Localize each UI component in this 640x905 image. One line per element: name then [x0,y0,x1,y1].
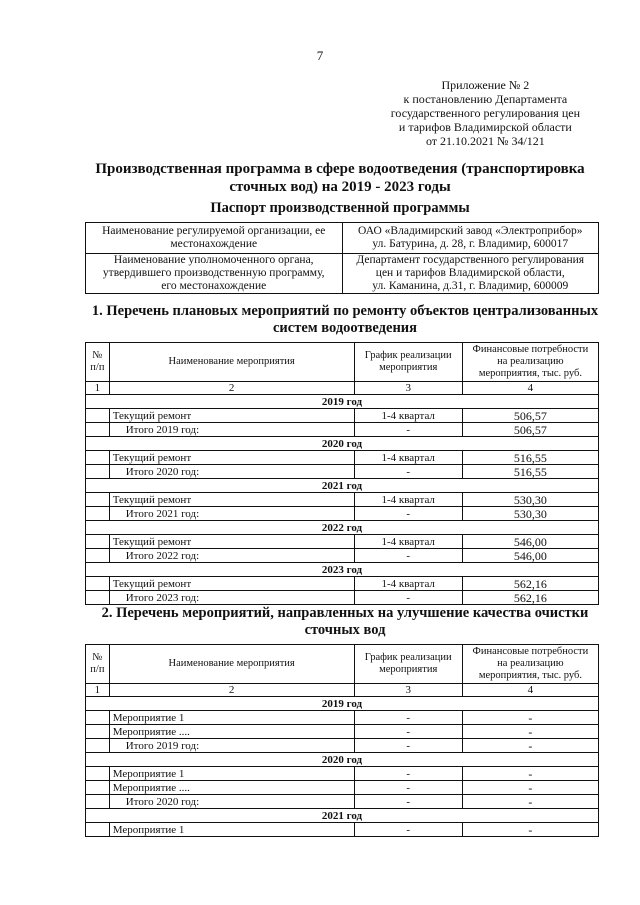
measure-name: Итого 2022 год: [109,549,354,563]
year-row [86,395,599,409]
measure-row [86,451,599,465]
measure-name: Итого 2021 год: [109,507,354,521]
row-index [86,795,110,809]
measure-schedule: 1-4 квартал [354,451,462,465]
measure-row [86,823,599,837]
row-index [86,507,110,521]
year-row [86,479,599,493]
cell-line: График реализации [364,350,452,361]
total-row [86,465,599,479]
header-schedule [354,343,462,382]
row-index [86,739,110,753]
column-number: 4 [462,382,598,395]
row-index [86,725,110,739]
measure-name: Мероприятие 1 [109,823,354,837]
measure-name: Текущий ремонт [109,577,354,591]
measure-row [86,409,599,423]
year-row [86,697,599,711]
appendix-line: к постановлению Департамента [403,92,568,106]
measure-name: Итого 2020 год: [109,465,354,479]
cell-line: № [92,652,103,663]
column-number: 3 [354,382,462,395]
column-number: 4 [462,684,598,697]
passport-row [86,223,599,254]
row-index [86,451,110,465]
title-line: сточных вод [304,622,386,638]
year-label: 2023 год [86,563,599,577]
cell-line: мероприятия, тыс. руб. [478,670,582,681]
title-line: 2. Перечень мероприятий, направленных на улучшение качества очистки [101,605,589,621]
year-row [86,437,599,451]
cell-line: местонахождение [170,238,258,250]
measure-name: Мероприятие 1 [109,767,354,781]
measure-finance: 562,16 [462,577,598,591]
cell-line: Департамент государственного регулирования [356,254,585,266]
measure-finance: - [462,781,598,795]
total-row [86,739,599,753]
row-index [86,535,110,549]
passport-value-cell [342,223,599,254]
measure-name: Итого 2019 год: [109,423,354,437]
measure-schedule: - [354,795,462,809]
measure-name: Мероприятие .... [109,725,354,739]
column-number: 1 [86,382,110,395]
header-row [86,343,599,382]
cell-line: График реализации [364,652,452,663]
header-finance [462,645,598,684]
measure-schedule: - [354,507,462,521]
cell-line: мероприятия, тыс. руб. [478,368,582,379]
passport-label-cell [86,254,343,294]
measure-finance: 516,55 [462,465,598,479]
year-label: 2019 год [86,697,599,711]
cell-line: на реализацию [497,356,564,367]
measure-schedule: - [354,465,462,479]
row-index [86,549,110,563]
measure-schedule: - [354,781,462,795]
measure-finance: - [462,795,598,809]
row-index [86,781,110,795]
measure-row [86,535,599,549]
column-number: 3 [354,684,462,697]
cell-line: утвердившего производственную программу, [102,267,325,279]
header-schedule [354,645,462,684]
measure-name: Итого 2019 год: [109,739,354,753]
measure-finance: 506,57 [462,423,598,437]
document-title [80,160,600,196]
cell-line: Наименование мероприятия [168,356,295,367]
measure-schedule: - [354,739,462,753]
total-row [86,423,599,437]
title-line: 1. Перечень плановых мероприятий по ремонту объектов централизованных [91,303,599,319]
measure-name: Текущий ремонт [109,535,354,549]
year-label: 2021 год [86,809,599,823]
measure-schedule: 1-4 квартал [354,535,462,549]
cell-line: на реализацию [497,658,564,669]
cell-line: мероприятия [379,664,438,675]
measure-schedule: - [354,423,462,437]
column-number-row [86,382,599,395]
row-index [86,823,110,837]
row-index [86,711,110,725]
measure-row [86,725,599,739]
cell-line: Наименование мероприятия [168,658,295,669]
header-num [86,645,110,684]
passport-label-cell [86,223,343,254]
cell-line: мероприятия [379,362,438,373]
measure-finance: - [462,739,598,753]
measure-row [86,577,599,591]
measure-row [86,711,599,725]
appendix-line: от 21.10.2021 № 34/121 [425,134,545,148]
cell-line: ОАО «Владимирский завод «Электроприбор» [358,225,583,237]
measure-finance: - [462,725,598,739]
cell-line: № [92,350,103,361]
header-finance [462,343,598,382]
measure-name: Текущий ремонт [109,409,354,423]
measure-finance: 562,16 [462,591,598,605]
section-2-title [80,605,610,639]
title-line: систем водоотведения [272,320,418,336]
cell-line: Наименование регулируемой организации, ее [102,225,326,237]
appendix-line: и тарифов Владимирской области [398,120,572,134]
cell-line: п/п [90,362,105,373]
measure-name: Итого 2023 год: [109,591,354,605]
measure-schedule: - [354,711,462,725]
total-row [86,591,599,605]
repair-plan-table [85,342,599,605]
total-row [86,549,599,563]
measure-schedule: - [354,767,462,781]
passport-title: Паспорт производственной программы [210,200,470,216]
measure-name: Итого 2020 год: [109,795,354,809]
year-row [86,753,599,767]
measure-finance: 530,30 [462,507,598,521]
measure-schedule: - [354,823,462,837]
year-label: 2022 год [86,521,599,535]
measure-finance: - [462,767,598,781]
total-row [86,795,599,809]
measure-finance: - [462,711,598,725]
passport-table [85,222,599,294]
measure-finance: 506,57 [462,409,598,423]
row-index [86,493,110,507]
total-row [86,507,599,521]
header-name [109,645,354,684]
header-row [86,645,599,684]
measure-name: Мероприятие 1 [109,711,354,725]
passport-value-cell [342,254,599,294]
appendix-line: государственного регулирования цен [390,106,580,120]
measure-schedule: 1-4 квартал [354,577,462,591]
measure-name: Мероприятие .... [109,781,354,795]
year-row [86,521,599,535]
year-label: 2019 год [86,395,599,409]
year-row [86,809,599,823]
row-index [86,409,110,423]
measure-schedule: - [354,591,462,605]
measure-row [86,767,599,781]
column-number: 2 [109,382,354,395]
cell-line: ул. Батурина, д. 28, г. Владимир, 600017 [372,238,569,250]
cell-line: Финансовые потребности [472,344,589,355]
cell-line: ул. Каманина, д.31, г. Владимир, 600009 [372,280,569,292]
title-line: сточных вод) на 2019 - 2023 годы [229,179,451,195]
year-label: 2020 год [86,753,599,767]
cell-line: Финансовые потребности [472,646,589,657]
row-index [86,423,110,437]
measure-name: Текущий ремонт [109,451,354,465]
year-label: 2021 год [86,479,599,493]
year-label: 2020 год [86,437,599,451]
row-index [86,465,110,479]
measure-row [86,493,599,507]
row-index [86,767,110,781]
cell-line: п/п [90,664,105,675]
quality-measures-table [85,644,599,837]
measure-schedule: - [354,725,462,739]
measure-finance: 546,00 [462,535,598,549]
column-number-row [86,684,599,697]
section-1-title [80,303,610,337]
cell-line: цен и тарифов Владимирской области, [375,267,565,279]
measure-schedule: - [354,549,462,563]
title-line: Производственная программа в сфере водоотведения (транспортировка [95,161,585,177]
page-number: 7 [316,48,324,63]
year-row [86,563,599,577]
column-number: 1 [86,684,110,697]
measure-finance: - [462,823,598,837]
row-index [86,591,110,605]
cell-line: его местонахождение [161,280,267,292]
measure-name: Текущий ремонт [109,493,354,507]
measure-schedule: 1-4 квартал [354,409,462,423]
cell-line: Наименование уполномоченного органа, [113,254,314,266]
column-number: 2 [109,684,354,697]
measure-finance: 516,55 [462,451,598,465]
measure-finance: 530,30 [462,493,598,507]
measure-schedule: 1-4 квартал [354,493,462,507]
appendix-line: Приложение № 2 [441,78,530,92]
row-index [86,577,110,591]
passport-row [86,254,599,294]
measure-finance: 546,00 [462,549,598,563]
header-name [109,343,354,382]
appendix-block [391,78,580,148]
header-num [86,343,110,382]
measure-row [86,781,599,795]
